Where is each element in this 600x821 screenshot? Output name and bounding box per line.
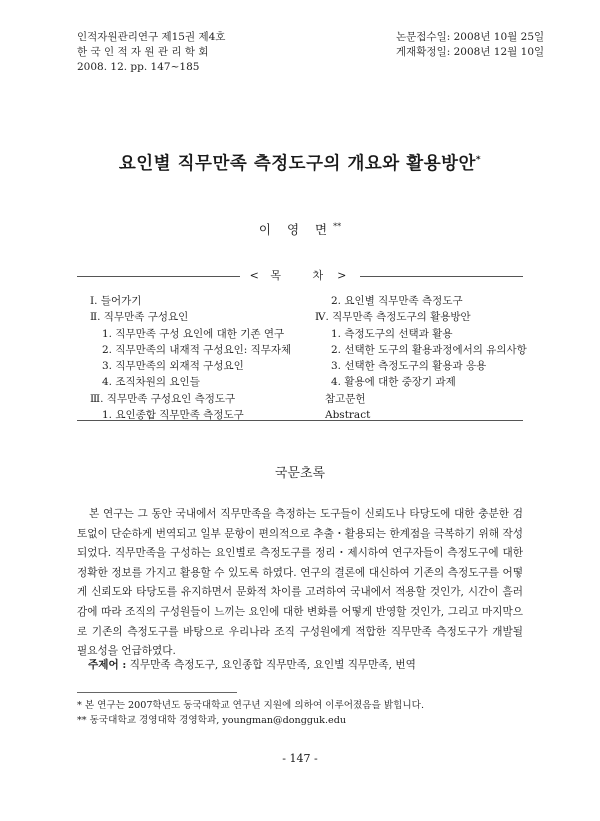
abstract-title: 국문초록 [274,466,326,481]
toc-item: 참고문헌 [325,392,366,405]
author-line [0,220,600,238]
toc-item: 2. 직무만족의 내재적 구성요인: 직무자체 [102,343,292,356]
keywords-text: 직무만족 측정도구, 요인종합 직무만족, 요인별 직무만족, 번역 [129,659,416,671]
toc-item: Ⅱ. 직무만족 구성요인 [90,311,189,324]
toc-right-column [315,293,527,423]
toc-item: 2. 요인별 직무만족 측정도구 [331,295,463,307]
toc-left-column [90,293,291,423]
accepted-date: 게재확정일: 2008년 12월 10일 [396,46,545,58]
keywords-label: 주제어 : [88,659,127,671]
journal-volume: 인적자원관리연구 제15권 제4호 [77,31,226,43]
footnotes [77,698,424,728]
toc-item: 1. 측정도구의 선택과 활용 [331,327,453,340]
toc-heading: < 목 차> [77,269,523,283]
toc-heading-text: 목 차 [270,269,338,282]
toc-item: Ⅲ. 직무만족 구성요인 측정도구 [90,392,236,405]
society-name: 한 국 인 적 자 원 관 리 학 회 [77,46,209,58]
issue-pages: 2008. 12. pp. 147~185 [77,61,200,73]
toc-item: 3. 직무만족의 외재적 구성요인 [102,360,244,373]
journal-header [77,30,225,75]
footnote-affiliation: ** 동국대학교 경영대학 경영학과, youngman@dongguk.edu [77,715,347,726]
title-footnote-mark: * [475,155,482,166]
toc-item: Abstract [325,409,371,422]
toc-item: 4. 활용에 대한 중장기 과제 [331,376,456,389]
submission-dates [396,30,544,60]
toc-item: Ⅰ. 들어가기 [90,295,142,307]
abstract-body: 본 연구는 그 동안 국내에서 직무만족을 측정하는 도구들이 신뢰도나 타당도에 대한 충분한 검토없이 단순하게 번역되고 일부 문항이 편의적으로 추출・활용되는 한계점을 극복하기 위해 작성되었다. 직무만족을 구성하는 요인별로 측정도구를 정리・제시하여 연구자들이 측정도구에 대한 정확한 정보를 가지고 활용할 수 있도록 하였다. 연구의 결론에 대신하여 기존의 측정도구를 어떻게 신뢰도와 타당도를 유지하면서 문화적 차이를 고려하여 국내에서 적용할 것인가, 시간이 흘러감에 따라 조직의 구성원들이 느끼는 요인에 대한 변화를 어떻게 반영할 것인가, 그리고 마지막으로 기존의 측정도구를 바탕으로 우리나라 조직 구성원에게 적합한 직무만족 측정도구가 개발될 필요성을 언급하였다. [77,508,523,658]
footnote-funding: * 본 연구는 2007학년도 동국대학교 연구년 지원에 의하여 이루어졌음을 밝힙니다. [77,700,425,711]
received-date: 논문접수일: 2008년 10월 25일 [396,31,545,43]
toc-item: Ⅳ. 직무만족 측정도구의 활용방안 [315,311,471,324]
paper-title [0,150,600,175]
toc-item: 2. 선택한 도구의 활용과정에서의 유의사항 [331,343,527,356]
keywords [88,658,523,673]
table-of-contents [77,269,527,422]
author-name: 이 영 면 [258,222,334,237]
footnote-divider [77,692,237,693]
toc-item: 1. 직무만족 구성 요인에 대한 기존 연구 [102,327,285,340]
toc-item: 3. 선택한 측정도구의 활용과 응용 [331,360,487,373]
toc-item: 4. 조직차원의 요인들 [102,376,200,389]
page-number: - 147 - [282,752,318,765]
paper-title-text: 요인별 직무만족 측정도구의 개요와 활용방안 [118,154,476,174]
author-footnote-mark: ** [333,221,342,231]
toc-item: 1. 요인종합 직무만족 측정도구 [102,409,244,422]
